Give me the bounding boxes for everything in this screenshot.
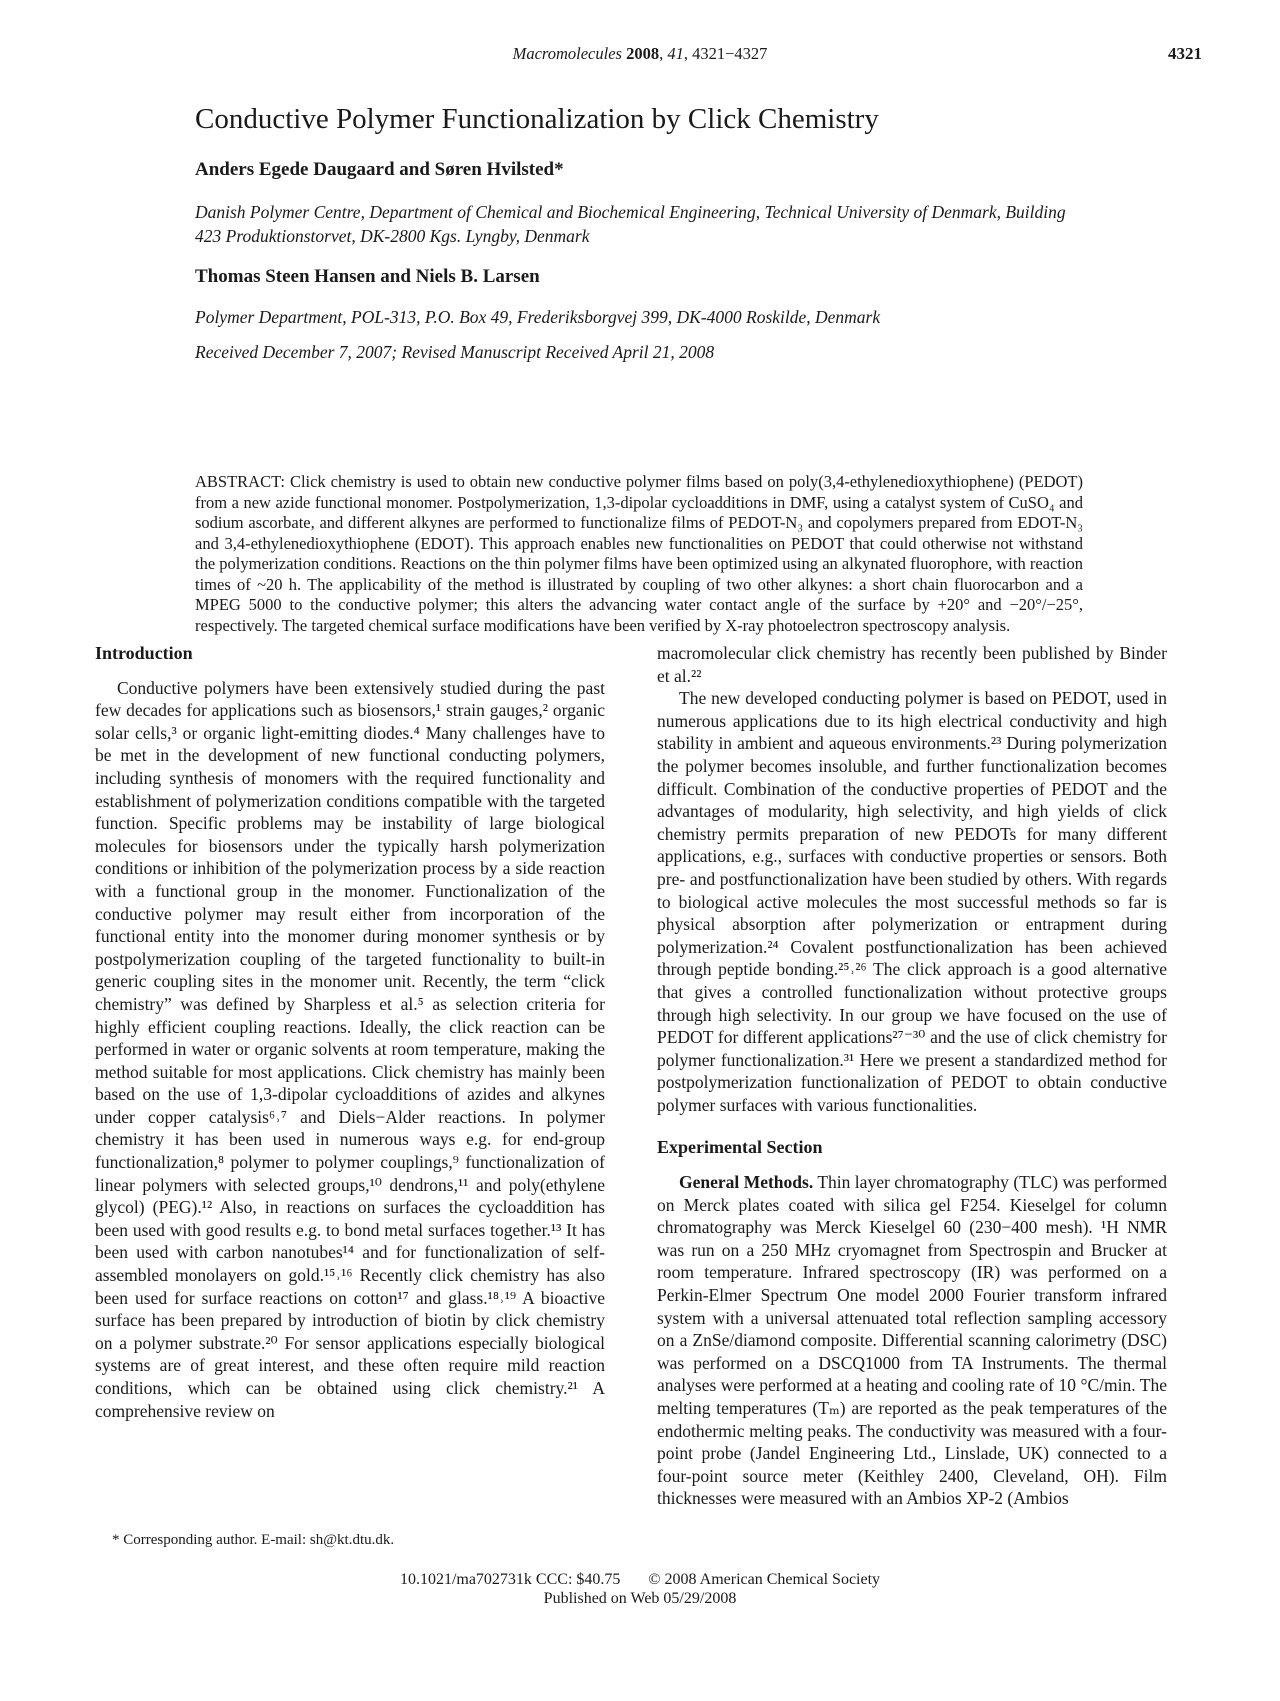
authors-group-1: Anders Egede Daugaard and Søren Hvilsted* <box>195 159 564 180</box>
received-dates: Received December 7, 2007; Revised Manuscript Received April 21, 2008 <box>195 342 715 362</box>
running-head: Macromolecules 2008, 41, 4321−4327 <box>512 44 768 63</box>
page-footer <box>0 1570 1280 1608</box>
general-methods-paragraph <box>657 1171 1167 1510</box>
journal-pages: 4321−4327 <box>692 44 768 63</box>
journal-year: 2008 <box>626 44 660 63</box>
right-column <box>657 642 1167 1510</box>
authors-group-2: Thomas Steen Hansen and Niels B. Larsen <box>195 266 540 287</box>
intro-paragraph-2: The new developed conducting polymer is based on PEDOT, used in numerous applications due to its high electrical conductivity and high stability in ambient and aqueous environments.²³ During polymerization the polymer becomes insoluble, and further functionalization becomes difficult. Combination of the conductive properties of PEDOT and the advantages of modularity, high selectivity, and high yields of click chemistry permits preparation of new PEDOTs for many different applications, e.g., surfaces with conductive properties or sensors. Both pre- and postfunctionalization have been studied by others. With regards to biological active molecules the most successful methods so far is physical absorption after polymerization or entrapment during polymerization.²⁴ Covalent postfunctionalization has been achieved through peptide bonding.²⁵˒²⁶ The click approach is a good alternative that gives a controlled functionalization without protective groups through high selectivity. In our group we have focused on the use of PEDOT for different applications²⁷⁻³⁰ and the use of click chemistry for polymer functionalization.³¹ Here we present a standardized method for postpolymerization functionalization of PEDOT to obtain conductive polymer surfaces with various functionalities. <box>657 688 1167 1115</box>
intro-continuation: macromolecular click chemistry has recently been published by Binder et al.²² <box>657 643 1167 686</box>
section-heading-experimental: Experimental Section <box>657 1137 823 1158</box>
intro-paragraph-1: Conductive polymers have been extensively studied during the past few decades for applications such as biosensors,¹ strain gauges,² organic solar cells,³ or organic light-emitting diodes.⁴ Many challenges have to be met in the development of new functional conducting polymers, including synthesis of monomers with the required functionality and establishment of polymerization conditions compatible with the targeted function. Specific problems may be instability of large biological molecules for biosensors under the typically harsh polymerization conditions or inhibition of the polymerization process by a side reaction with a functional group in the monomer. Functionalization of the conductive polymer may result either from incorporation of the functional entity into the monomer during monomer synthesis or by postpolymerization coupling of the targeted functionality to built-in generic coupling sites in the monomer unit. Recently, the term “click chemistry” was defined by Sharpless et al.⁵ as selection criteria for highly efficient coupling reactions. Ideally, the click reaction can be performed in water or organic solvents at room temperature, making the method suitable for most applications. Click chemistry has mainly been based on the use of 1,3-dipolar cycloadditions of azides and alkynes under copper catalysis⁶˒⁷ and Diels−Alder reactions. In polymer chemistry it has been used in numerous ways e.g. for end-group functionalization,⁸ polymer to polymer couplings,⁹ functionalization of linear polymers with selected groups,¹⁰ dendrons,¹¹ and poly(ethylene glycol) (PEG).¹² Also, in reactions on surfaces the cycloaddition has been used with good results e.g. to bond metal surfaces together.¹³ It has been used with carbon nanotubes¹⁴ and for functionalization of self-assembled monolayers on gold.¹⁵˒¹⁶ Recently click chemistry has also been used for surface reactions on cotton¹⁷ and glass.¹⁸˒¹⁹ A bioactive surface has been prepared by introduction of biotin by click chemistry on a polymer substrate.²⁰ For sensor applications especially biological systems are of great interest, and these often require mild reaction conditions, which can be obtained using click chemistry.²¹ A comprehensive review on <box>95 677 605 1421</box>
affiliation-2: Polymer Department, POL-313, P.O. Box 49, Frederiksborgvej 399, DK-4000 Roskilde, Denmark <box>195 307 881 327</box>
doi-ccc: 10.1021/ma702731k CCC: $40.75 <box>399 1571 621 1588</box>
general-methods-heading: General Methods. <box>679 1172 814 1193</box>
affiliation-1: Danish Polymer Centre, Department of Chemical and Biochemical Engineering, Technical University of Denmark, Building 423 Produktionstorvet, DK-2800 Kgs. Lyngby, Denmark <box>195 202 1066 246</box>
journal-volume: 41 <box>667 44 684 63</box>
corresponding-author-footnote: * Corresponding author. E-mail: sh@kt.dtu.dk. <box>112 1532 395 1548</box>
section-heading-introduction: Introduction <box>95 643 193 663</box>
published-date: Published on Web 05/29/2008 <box>543 1590 737 1607</box>
copyright: © 2008 American Chemical Society <box>648 1571 881 1588</box>
journal-name: Macromolecules <box>512 44 622 63</box>
abstract: ABSTRACT: Click chemistry is used to obtain new conductive polymer films based on poly(3,4-ethylenedioxythiophene) (PEDOT) from a new azide functional monomer. Postpolymerization, 1,3-dipolar cycloadditions in DMF, using a catalyst system of CuSO₄ and sodium ascorbate, and different alkynes are performed to functionalize films of PEDOT-N₃ and copolymers prepared from EDOT-N₃ and 3,4-ethylenedioxythiophene (EDOT). This approach enables new functionalities on PEDOT that could otherwise not withstand the polymerization conditions. Reactions on the thin polymer films have been optimized using an alkynated fluorophore, with reaction times of ~20 h. The applicability of the method is illustrated by coupling of two other alkynes: a short chain fluorocarbon and a MPEG 5000 to the conductive polymer; this alters the advancing water contact angle of the surface by +20° and −20°/−25°, respectively. The targeted chemical surface modifications have been verified by X-ray photoelectron spectroscopy analysis. <box>195 472 1083 635</box>
general-methods-text: Thin layer chromatography (TLC) was performed on Merck plates coated with silica gel F254. Kieselgel for column chromatography was Merck Kieselgel 60 (230−400 mesh). ¹H NMR was run on a 250 MHz cryomagnet from Spectrospin and Brucker at room temperature. Infrared spectroscopy (IR) was performed on a Perkin-Elmer Spectrum One model 2000 Fourier transform infrared system with a universal attenuated total reflection sampling accessory on a ZnSe/diamond composite. Differential scanning calorimetry (DSC) was performed on a DSCQ1000 from TA Instruments. The thermal analyses were performed at a heating and cooling rate of 10 °C/min. The melting temperatures (Tₘ) are reported as the peak temperatures of the endothermic melting peaks. The conductivity was measured with a four-point probe (Jandel Engineering Ltd., Linslade, UK) connected to a four-point source meter (Keithley 2400, Cleveland, OH). Film thicknesses were measured with an Ambios XP-2 (Ambios <box>657 1172 1167 1509</box>
page-number: 4321 <box>1168 44 1202 63</box>
left-column <box>95 642 605 1422</box>
paper-title: Conductive Polymer Functionalization by Click Chemistry <box>195 103 879 135</box>
